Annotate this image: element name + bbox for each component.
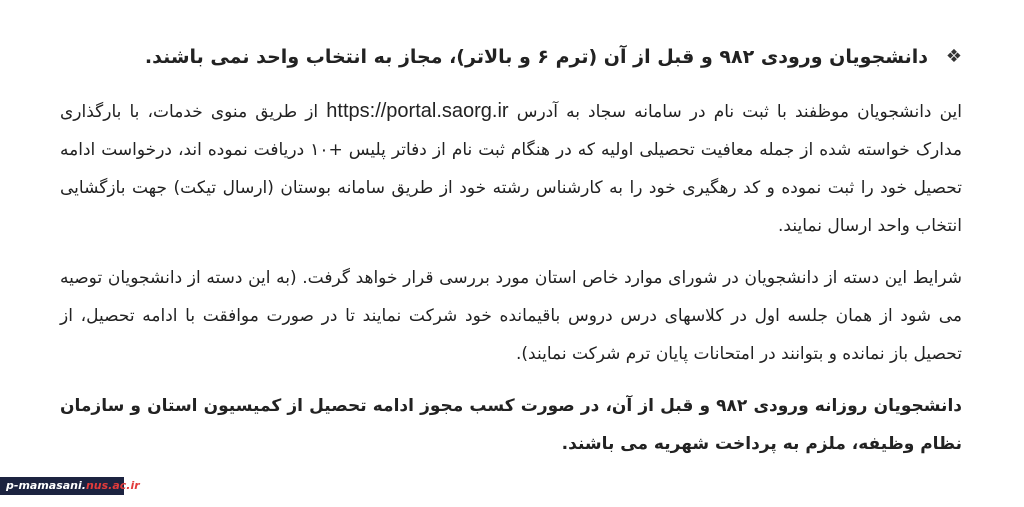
watermark-main-text: p-mamasani. — [6, 479, 86, 492]
paragraph-registration — [60, 92, 962, 245]
paragraph-registration-end: از طریق منوی خدمات، با بارگذاری مدارک خواسته شده از جمله معافیت تحصیلی اولیه که در هنگام ثبت نام از دفاتر پلیس +۱۰ دریافت نموده اند، درخواست ادامه تحصیل خود را ثبت نموده و کد رهگیری خود را به کارشناس رشته خود از طریق سامانه بوستان (ارسال تیکت) جهت بازگشایی انتخاب واحد ارسال نمایند. — [60, 102, 962, 236]
site-watermark — [0, 477, 140, 495]
diamond-bullet-icon: ❖ — [945, 46, 962, 67]
portal-url-link[interactable]: https://portal.saorg.ir — [326, 100, 509, 122]
paragraph-registration-start: این دانشجویان موظفند با ثبت نام در سامانه سجاد به آدرس — [508, 102, 962, 122]
watermark-accent-text: nus.ac.ir — [85, 479, 140, 492]
document-content — [60, 40, 962, 477]
paragraph-conditions: شرایط این دسته از دانشجویان در شورای موارد خاص استان مورد بررسی قرار خواهد گرفت. (به این دسته از دانشجویان توصیه می شود از همان جلسه اول در کلاسهای درس دروس باقیمانده خود شرکت نمایند تا در صورت موافقت با ادامه تحصیل، از تحصیل باز نمانده و بتوانند در امتحانات پایان ترم شرکت نمایند). — [60, 268, 962, 364]
heading-text: دانشجویان ورودی ۹۸۲ و قبل از آن (ترم ۶ و بالاتر)، مجاز به انتخاب واحد نمی باشند. — [144, 46, 928, 68]
section-heading — [60, 40, 962, 74]
paragraph-tuition: دانشجویان روزانه ورودی ۹۸۲ و قبل از آن، در صورت کسب مجوز ادامه تحصیل از کمیسیون استان و سازمان نظام وظیفه، ملزم به پرداخت شهریه می باشند. — [60, 396, 962, 454]
